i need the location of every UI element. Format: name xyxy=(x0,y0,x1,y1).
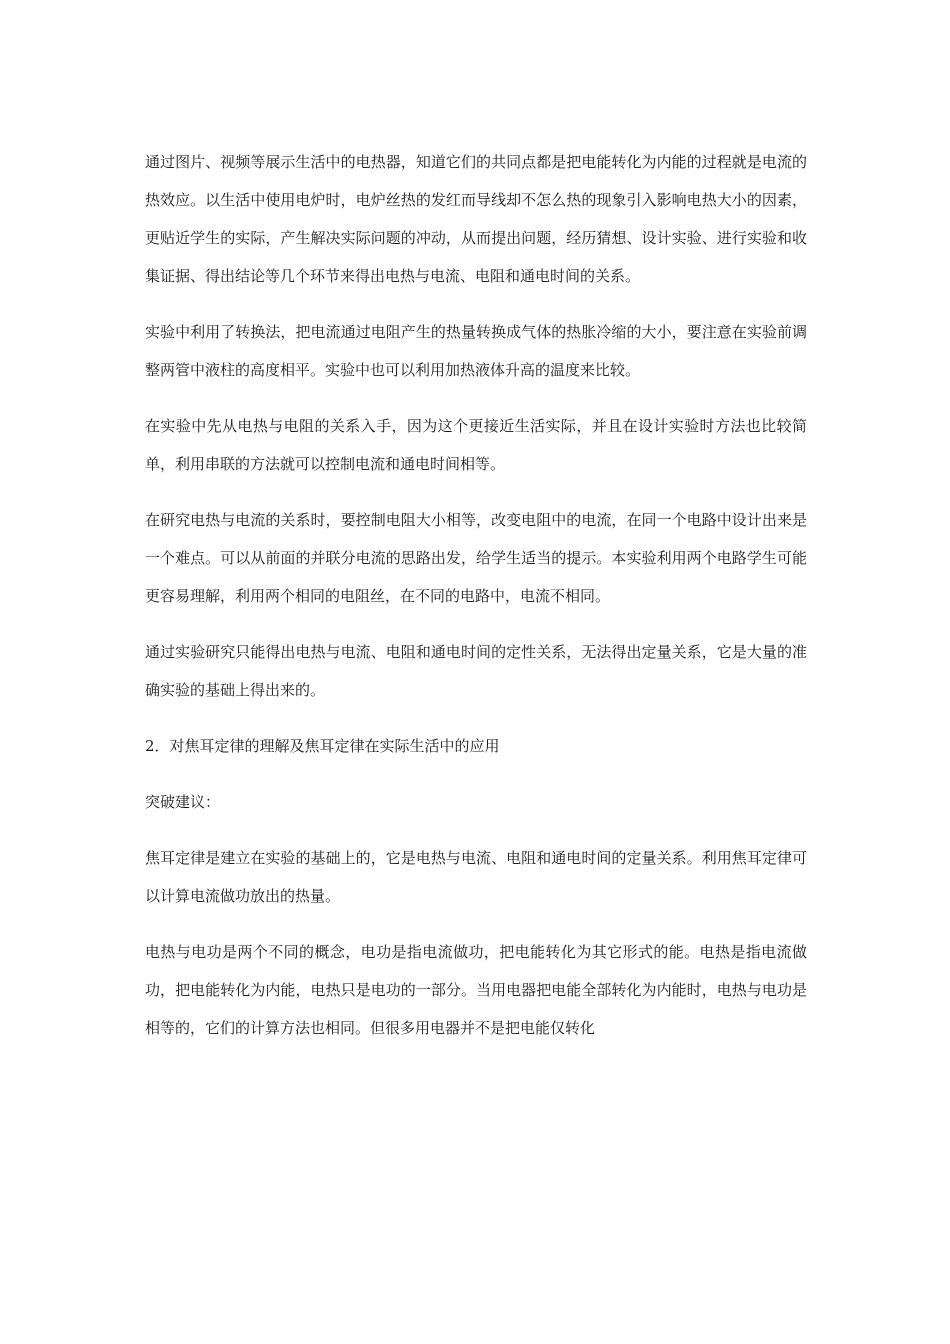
paragraph-conversion-method: 实验中利用了转换法，把电流通过电阻产生的热量转换成气体的热胀冷缩的大小，要注意在实验前调整两管中液柱的高度相平。实验中也可以利用加热液体升高的温度来比较。 xyxy=(145,323,807,379)
section-heading: 2．对焦耳定律的理解及焦耳定律在实际生活中的应用 xyxy=(145,737,500,755)
document-page xyxy=(145,143,807,1065)
suggestion-label: 突破建议： xyxy=(145,793,221,811)
paragraph-resistance-relation: 在实验中先从电热与电阻的关系入手，因为这个更接近生活实际，并且在设计实验时方法也比较简单，利用串联的方法就可以控制电流和通电时间相等。 xyxy=(145,417,807,473)
paragraph-current-relation: 在研究电热与电流的关系时，要控制电阻大小相等，改变电阻中的电流，在同一个电路中设计出来是一个难点。可以从前面的并联分电流的思路出发，给学生适当的提示。本实验利用两个电路学生可能更容易理解，利用两个相同的电阻丝，在不同的电路中，电流不相同。 xyxy=(145,511,807,605)
paragraph-joule-law: 焦耳定律是建立在实验的基础上的，它是电热与电流、电阻和通电时间的定量关系。利用焦耳定律可以计算电流做功放出的热量。 xyxy=(145,849,807,905)
paragraph-qualitative-relation: 通过实验研究只能得出电热与电流、电阻和通电时间的定性关系，无法得出定量关系，它是大量的准确实验的基础上得出来的。 xyxy=(145,643,807,699)
paragraph-heat-vs-work: 电热与电功是两个不同的概念，电功是指电流做功，把电能转化为其它形式的能。电热是指电流做功，把电能转化为内能，电热只是电功的一部分。当用电器把电能全部转化为内能时，电热与电功是相等的，它们的计算方法也相同。但很多用电器并不是把电能仅转化 xyxy=(145,943,807,1037)
paragraph-electric-heater-intro: 通过图片、视频等展示生活中的电热器，知道它们的共同点都是把电能转化为内能的过程就是电流的热效应。以生活中使用电炉时，电炉丝热的发红而导线却不怎么热的现象引入影响电热大小的因素，更贴近学生的实际，产生解决实际问题的冲动，从而提出问题，经历猜想、设计实验、进行实验和收集证据、得出结论等几个环节来得出电热与电流、电阻和通电时间的关系。 xyxy=(145,153,807,285)
